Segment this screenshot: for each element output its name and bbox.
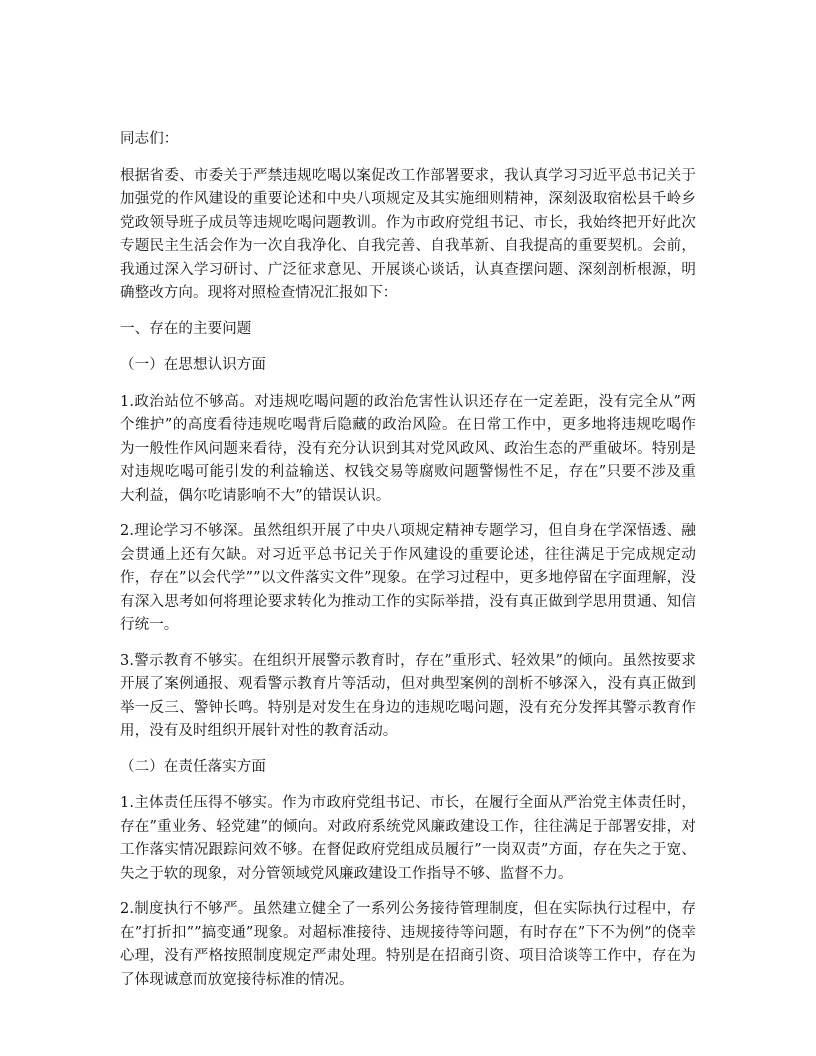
paragraph-political-stance: 1.政治站位不够高。对违规吃喝问题的政治危害性认识还存在一定差距，没有完全从”两个维护”的高度看待违规吃喝背后隐藏的政治风险。在日常工作中，更多地将违规吃喝作为一般性作风问题来看待，没有充分认识到其对党风政风、政治生态的严重破坏。特别是对违规吃喝可能引发的利益输送、权钱交易等腐败问题警惕性不足，存在”只要不涉及重大利益，偶尔吃请影响不大”的错误认识。: [120, 393, 696, 504]
document-page: [120, 128, 696, 1004]
section-heading-main-problems: 一、存在的主要问题: [120, 320, 252, 337]
paragraph-system-execution: 2.制度执行不够严。虽然建立健全了一系列公务接待管理制度，但在实际执行过程中，存在”打折扣””搞变通”现象。对超标准接待、违规接待等问题，有时存在”下不为例”的侥幸心理，没有严格按照制度规定严肃处理。特别是在招商引资、项目洽谈等工作中，存在为了体现诚意而放宽接待标准的情况。: [120, 901, 696, 988]
subsection-heading-ideology: （一）在思想认识方面: [120, 357, 266, 373]
paragraph-warning-education: 3.警示教育不够实。在组织开展警示教育时，存在”重形式、轻效果”的倾向。虽然按要求开展了案例通报、观看警示教育片等活动，但对典型案例的剖析不够深入，没有真正做到举一反三、警钟长鸣。特别是对发生在身边的违规吃喝问题，没有充分发挥其警示教育作用，没有及时组织开展针对性的教育活动。: [120, 652, 696, 739]
greeting: 同志们：: [120, 131, 179, 147]
intro-paragraph: 根据省委、市委关于严禁违规吃喝以案促改工作部署要求，我认真学习习近平总书记关于加强党的作风建设的重要论述和中央八项规定及其实施细则精神，深刻汲取宿松县千岭乡党政领导班子成员等违规吃喝问题教训。作为市政府党组书记、市长，我始终把开好此次专题民主生活会作为一次自我净化、自我完善、自我革新、自我提高的重要契机。会前，我通过深入学习研讨、广泛征求意见、开展谈心谈话，认真查摆问题、深刻剖析根源，明确整改方向。现将对照检查情况汇报如下：: [120, 167, 696, 301]
subsection-heading-responsibility: （二）在责任落实方面: [120, 758, 266, 775]
paragraph-main-responsibility: 1.主体责任压得不够实。作为市政府党组书记、市长，在履行全面从严治党主体责任时，存在”重业务、轻党建”的倾向。对政府系统党风廉政建设工作，往往满足于部署安排，对工作落实情况跟踪问效不够。在督促政府党组成员履行”一岗双责”方面，存在失之于宽、失之于软的现象，对分管领域党风廉政建设工作指导不够、监督不力。: [120, 795, 696, 882]
paragraph-theory-study: 2.理论学习不够深。虽然组织开展了中央八项规定精神专题学习，但自身在学深悟透、融会贯通上还有欠缺。对习近平总书记关于作风建设的重要论述，往往满足于完成规定动作，存在”以会代学””以文件落实文件”现象。在学习过程中，更多地停留在字面理解，没有深入思考如何将理论要求转化为推动工作的实际举措，没有真正做到学思用贯通、知信行统一。: [120, 523, 696, 633]
